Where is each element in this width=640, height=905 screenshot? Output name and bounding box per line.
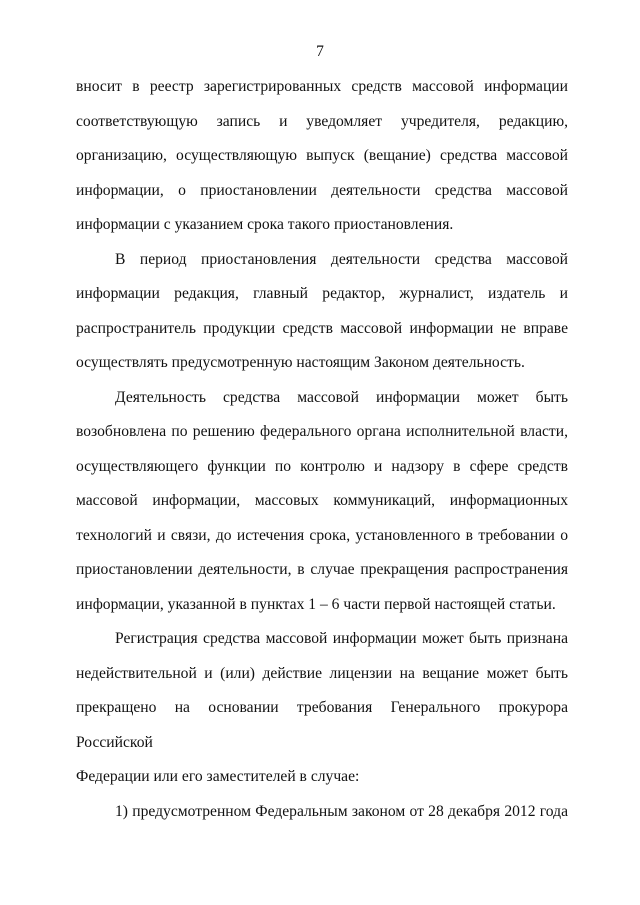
text-line: прекращено на основании требования Генерального прокурора Российской — [76, 699, 568, 751]
text-line: информации, о приостановлении деятельности средства массовой — [76, 181, 568, 199]
text-line: распространитель продукции средств массовой информации не вправе — [76, 319, 568, 337]
text-line: возобновлена по решению федерального органа исполнительной власти, — [76, 423, 568, 440]
text-line: информации с указанием срока такого приостановления. — [76, 216, 454, 233]
text-line: осуществлять предусмотренную настоящим Законом деятельность. — [76, 354, 525, 371]
text-line: Федерации или его заместителей в случае: — [76, 768, 360, 785]
text-line: вносит в реестр зарегистрированных средств массовой информации — [76, 78, 568, 95]
document-body — [76, 70, 568, 829]
text-line: В период приостановления деятельности средства массовой — [115, 250, 568, 268]
text-line: осуществляющего функции по контролю и надзору в сфере средств — [76, 457, 568, 475]
text-line: массовой информации, массовых коммуникаций, информационных — [76, 492, 568, 509]
text-line: Деятельность средства массовой информации может быть — [115, 388, 568, 406]
paragraph — [76, 381, 568, 623]
text-line: Регистрация средства массовой информации может быть признана — [115, 630, 568, 647]
text-line: информации редакция, главный редактор, журналист, издатель и — [76, 285, 568, 302]
paragraph — [76, 70, 568, 243]
text-line: информации, указанной в пунктах 1 – 6 части первой настоящей статьи. — [76, 595, 556, 613]
page-number: 7 — [316, 43, 324, 60]
paragraph — [76, 622, 568, 795]
text-line: технологий и связи, до истечения срока, установленного в требовании о — [76, 526, 568, 544]
paragraph — [76, 795, 568, 830]
text-line: недействительной и (или) действие лицензии на вещание может быть — [76, 664, 568, 682]
text-line: 1) предусмотренном Федеральным законом от 28 декабря 2012 года — [115, 802, 568, 820]
text-line: организацию, осуществляющую выпуск (вещание) средства массовой — [76, 147, 568, 164]
text-line: соответствующую запись и уведомляет учредителя, редакцию, — [76, 112, 568, 130]
text-line: приостановлении деятельности, в случае прекращения распространения — [76, 561, 568, 578]
paragraph — [76, 243, 568, 381]
